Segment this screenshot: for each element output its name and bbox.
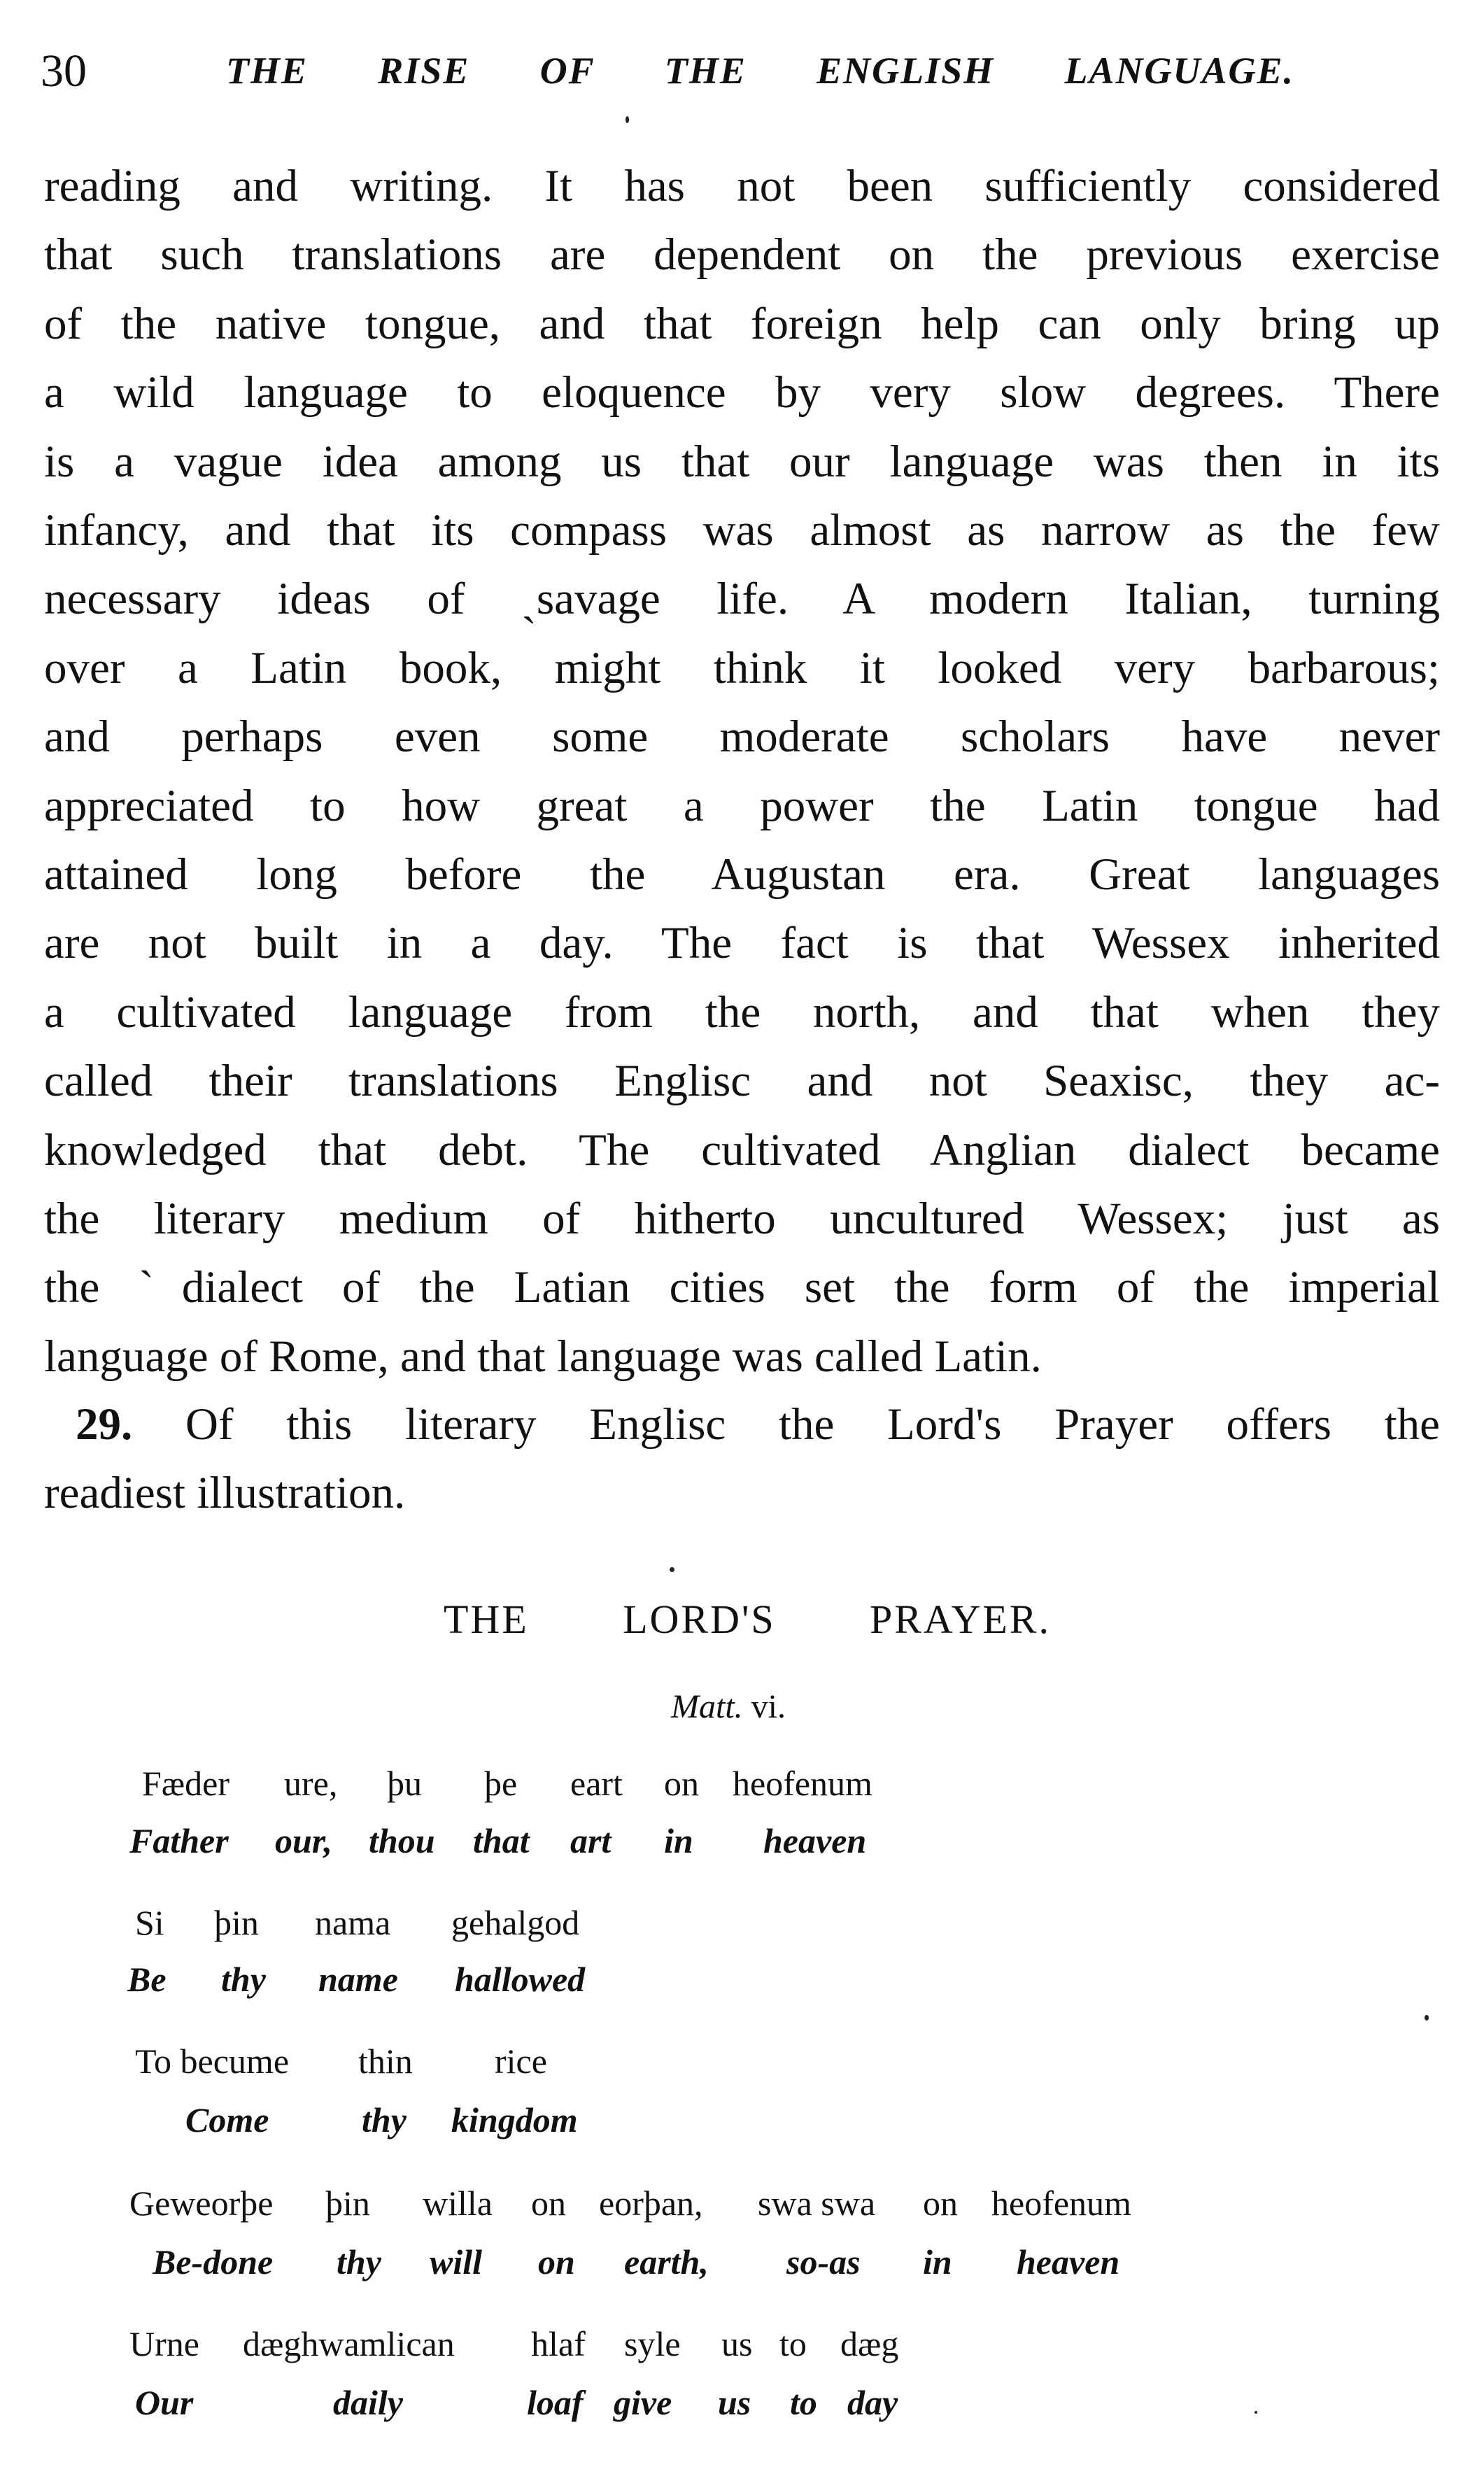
translation-word: give xyxy=(614,2383,672,2422)
print-speck xyxy=(626,116,629,123)
text-line: over a Latin book, might think it looked very barbarous; xyxy=(44,642,1440,693)
text-line: knowledged that debt. The cultivated Anglian dialect became xyxy=(44,1124,1440,1175)
translation-word: Come xyxy=(185,2100,269,2139)
old-english-word: dæg xyxy=(840,2324,899,2363)
translation-word: loaf xyxy=(527,2383,584,2422)
translation-word: heaven xyxy=(763,1821,867,1860)
old-english-word: Fæder xyxy=(142,1764,229,1803)
old-english-word: þu xyxy=(387,1764,422,1803)
translation-word: so-as xyxy=(786,2242,861,2282)
text-line: reading and writing. It has not been sufficiently considered xyxy=(44,161,1440,211)
page-number: 30 xyxy=(41,45,87,97)
old-english-word: on xyxy=(531,2184,566,2223)
old-english-word: þin xyxy=(325,2184,370,2223)
translation-word: to xyxy=(790,2383,817,2422)
old-english-word: swa swa xyxy=(758,2184,876,2223)
running-title: THE RISE OF THE ENGLISH LANGUAGE. xyxy=(226,50,1294,92)
old-english-word: þin xyxy=(214,1903,259,1942)
section-29-line-2: readiest illustration. xyxy=(44,1468,406,1518)
old-english-word: dæghwamlican xyxy=(243,2324,455,2363)
old-english-word: eorþan, xyxy=(599,2184,703,2223)
translation-word: daily xyxy=(333,2383,403,2422)
text-line: and perhaps even some moderate scholars have never xyxy=(44,712,1440,763)
translation-word: will xyxy=(430,2242,483,2282)
text-line: a cultivated language from the north, and that when they xyxy=(44,986,1440,1038)
text-line: of the native tongue, and that foreign help can only bring up xyxy=(44,298,1440,349)
old-english-word: on xyxy=(923,2184,958,2223)
translation-word: heaven xyxy=(1017,2242,1120,2282)
text-line: the ˋdialect of the Latian cities set the form of the imperial xyxy=(44,1262,1440,1313)
translation-word: Be-done xyxy=(153,2242,274,2282)
old-english-word: rice xyxy=(495,2042,547,2081)
translation-word: earth, xyxy=(624,2242,709,2282)
print-speck xyxy=(1255,2411,1257,2414)
old-english-word: to xyxy=(779,2324,807,2363)
old-english-word: Geweorþe xyxy=(129,2184,274,2223)
section-29-line xyxy=(44,1390,1440,1459)
old-english-word: hlaf xyxy=(531,2324,586,2363)
old-english-word: willa xyxy=(423,2184,493,2223)
print-speck xyxy=(1425,2015,1429,2021)
section-number: 29. xyxy=(76,1399,133,1450)
old-english-word: Urne xyxy=(129,2324,199,2363)
translation-word: hallowed xyxy=(455,1960,586,1999)
translation-word: our, xyxy=(275,1821,333,1860)
translation-word: thou xyxy=(369,1821,435,1860)
old-english-word: on xyxy=(664,1764,699,1803)
translation-word: Be xyxy=(127,1960,167,1999)
text-line: that such translations are dependent on the previous exercise xyxy=(44,229,1440,281)
translation-word: us xyxy=(718,2383,751,2422)
old-english-word: þe xyxy=(484,1764,518,1803)
translation-word: on xyxy=(538,2242,575,2282)
text-line: called their translations Englisc and not Seaxisc, they ac- xyxy=(44,1056,1440,1107)
text-line: the literary medium of hitherto uncultured Wessex; just as xyxy=(44,1194,1440,1244)
text-line: is a vague idea among us that our language was then in its xyxy=(44,436,1440,487)
old-english-word: To becume xyxy=(135,2042,290,2081)
scripture-reference xyxy=(671,1686,786,1728)
old-english-word: eart xyxy=(570,1764,623,1803)
old-english-word: Si xyxy=(135,1903,164,1942)
text-line: attained long before the Augustan era. Great languages xyxy=(44,849,1440,900)
text-line: infancy, and that its compass was almost as narrow as the few xyxy=(44,505,1440,556)
old-english-word: thin xyxy=(358,2042,413,2081)
translation-word: name xyxy=(318,1960,398,1999)
prayer-title: THE LORD'S PRAYER. xyxy=(444,1597,1051,1642)
text-line: are not built in a day. The fact is that Wessex inherited xyxy=(44,918,1440,969)
old-english-word: gehalgod xyxy=(451,1903,580,1942)
translation-word: Father xyxy=(129,1821,229,1860)
translation-word: that xyxy=(473,1821,530,1860)
translation-word: in xyxy=(923,2242,952,2282)
translation-word: Our xyxy=(135,2383,194,2422)
reference-book: Matt. xyxy=(671,1688,743,1725)
translation-word: day xyxy=(847,2383,898,2422)
old-english-word: us xyxy=(721,2324,753,2363)
section-text: Of this literary Englisc the Lord's Prayer offers the xyxy=(185,1399,1440,1450)
print-speck xyxy=(670,1567,674,1572)
translation-word: thy xyxy=(337,2242,381,2282)
text-line: appreciated to how great a power the Latin tongue had xyxy=(44,780,1440,831)
translation-word: thy xyxy=(221,1960,266,1999)
text-line: language of Rome, and that language was called Latin. xyxy=(44,1331,1042,1382)
old-english-word: heofenum xyxy=(991,2184,1131,2223)
text-line: a wild language to eloquence by very slow degrees. There xyxy=(44,367,1440,418)
translation-word: in xyxy=(664,1821,693,1860)
old-english-word: ure, xyxy=(284,1764,338,1803)
translation-word: art xyxy=(570,1821,612,1860)
translation-word: thy xyxy=(362,2100,407,2139)
translation-word: kingdom xyxy=(451,2100,578,2139)
old-english-word: nama xyxy=(315,1903,391,1942)
text-line: necessary ideas of ˎsavage life. A modern Italian, turning xyxy=(44,574,1440,625)
reference-chapter: vi. xyxy=(751,1688,786,1725)
old-english-word: syle xyxy=(624,2324,681,2363)
old-english-word: heofenum xyxy=(733,1764,872,1803)
